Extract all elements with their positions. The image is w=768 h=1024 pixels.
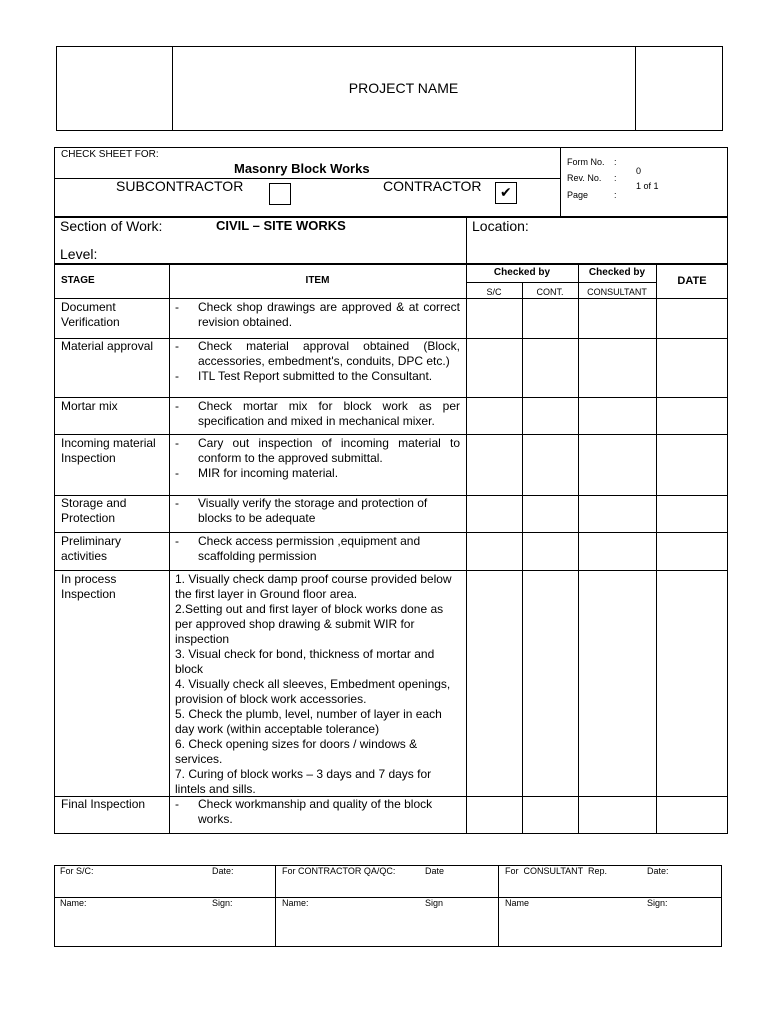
item-line: - Visually verify the storage and protection of blocks to be adequate: [175, 496, 460, 526]
form-no-label: Form No.: [567, 157, 605, 167]
consultant-date-label: Date:: [647, 866, 669, 876]
item-line: 7. Curing of block works – 3 days and 7 days for lintels and sills.: [175, 767, 432, 796]
header-checked-by-contractor: Checked by: [493, 267, 551, 278]
consultant-name-label: Name: [505, 898, 530, 908]
page-label: Page: [567, 190, 589, 200]
section-of-work-label: Section of Work:: [60, 218, 163, 234]
sc-date-label: Date:: [212, 866, 234, 876]
item-cell: [175, 797, 460, 827]
stage-cell: Material approval: [61, 339, 154, 353]
row-line: [54, 570, 728, 571]
check-sheet-for-label: CHECK SHEET FOR:: [61, 149, 159, 160]
item-cell: [175, 300, 460, 330]
item-cell: [175, 496, 460, 526]
sc-sign-label: Sign:: [212, 898, 233, 908]
stage-cell: Preliminary activities: [61, 534, 122, 563]
item-cell: [175, 572, 462, 797]
sheet-title: Masonry Block Works: [234, 161, 370, 176]
row-line: [54, 434, 728, 435]
item-line: 3. Visual check for bond, thickness of mortar and block: [175, 647, 435, 676]
item-cell: [175, 339, 460, 384]
header-consultant: CONSULTANT: [587, 287, 647, 297]
col-divider-stage: [169, 264, 170, 834]
header-sc: S/C: [486, 287, 502, 297]
header-date: DATE: [677, 275, 707, 287]
item-line: 2.Setting out and first layer of block works done as per approved shop drawing & submit WIR for inspection: [175, 602, 444, 646]
stage-cell: Mortar mix: [61, 399, 118, 413]
signoff-box: [54, 865, 722, 947]
col-divider-sc: [522, 282, 523, 834]
contractor-name-label: Name:: [282, 898, 309, 908]
item-line: - Check mortar mix for block work as per specification and mixed in mechanical mixer.: [175, 399, 460, 429]
row-line: [54, 397, 728, 398]
subcontractor-checkbox[interactable]: [269, 183, 291, 205]
page-colon: :: [614, 190, 617, 200]
page-value: 1 of 1: [636, 181, 659, 191]
row-line: [54, 298, 728, 299]
contractor-checkbox[interactable]: [495, 182, 517, 204]
for-contractor-label: For CONTRACTOR QA/QC:: [282, 866, 396, 876]
project-name: PROJECT NAME: [348, 80, 459, 96]
form-no-colon: :: [614, 157, 617, 167]
form-no-value: 0: [636, 166, 642, 176]
header-cont: CONT.: [536, 287, 564, 297]
rev-no-label: Rev. No.: [567, 173, 602, 183]
stage-cell: Document Verification: [61, 300, 120, 329]
item-cell: [175, 534, 460, 564]
check-mark-icon: ✔: [500, 185, 512, 201]
contractor-sign-label: Sign: [425, 898, 444, 908]
item-line: 4. Visually check all sleeves, Embedment openings, provision of block work accessories.: [175, 677, 451, 706]
item-line: - MIR for incoming material.: [175, 466, 460, 481]
stage-cell: Final Inspection: [61, 797, 146, 811]
contractor-date-label: Date: [425, 866, 445, 876]
location-divider: [466, 217, 467, 264]
stage-cell: In process Inspection: [61, 572, 117, 601]
form-info-divider: [560, 147, 561, 217]
item-line: - Check workmanship and quality of the block works.: [175, 797, 460, 827]
rev-no-colon: :: [614, 173, 617, 183]
for-sc-label: For S/C:: [60, 866, 94, 876]
col-divider-item: [466, 264, 467, 834]
header-checked-by-consultant: Checked by: [588, 267, 646, 278]
section-of-work-value: CIVIL – SITE WORKS: [216, 218, 346, 233]
item-line: - ITL Test Report submitted to the Consultant.: [175, 369, 460, 384]
item-line: - Check material approval obtained (Block, accessories, embedment's, conduits, DPC etc.): [175, 339, 460, 369]
item-line: - Check access permission ,equipment and scaffolding permission: [175, 534, 460, 564]
checked-by-subline: [466, 282, 656, 283]
signoff-divider-1: [275, 865, 276, 947]
item-line: 6. Check opening sizes for doors / windows & services.: [175, 737, 418, 766]
item-line: 1. Visually check damp proof course provided below the first layer in Ground floor area.: [175, 572, 452, 601]
item-line: - Check shop drawings are approved & at correct revision obtained.: [175, 300, 460, 330]
contractor-label: CONTRACTOR: [383, 178, 482, 194]
item-line: - Cary out inspection of incoming material to conform to the approved submittal.: [175, 436, 460, 466]
row-line: [54, 532, 728, 533]
header-item: ITEM: [305, 275, 330, 286]
for-consultant-label: For CONSULTANT Rep.: [505, 866, 608, 876]
item-cell: [175, 399, 460, 429]
subcontractor-label: SUBCONTRACTOR: [116, 178, 244, 194]
location-label: Location:: [472, 218, 529, 234]
header-divider-right: [635, 46, 636, 131]
sc-name-label: Name:: [60, 898, 87, 908]
item-cell: [175, 436, 460, 481]
header-stage: STAGE: [61, 275, 95, 286]
col-divider-cont: [578, 264, 579, 834]
stage-cell: Storage and Protection: [61, 496, 127, 525]
stage-cell: Incoming material Inspection: [61, 436, 156, 465]
signoff-row-line: [54, 897, 722, 898]
level-label: Level:: [60, 246, 98, 262]
item-line: 5. Check the plumb, level, number of layer in each day work (within acceptable tolerance): [175, 707, 442, 736]
signoff-divider-2: [498, 865, 499, 947]
consultant-sign-label: Sign:: [647, 898, 668, 908]
col-divider-consultant: [656, 264, 657, 834]
